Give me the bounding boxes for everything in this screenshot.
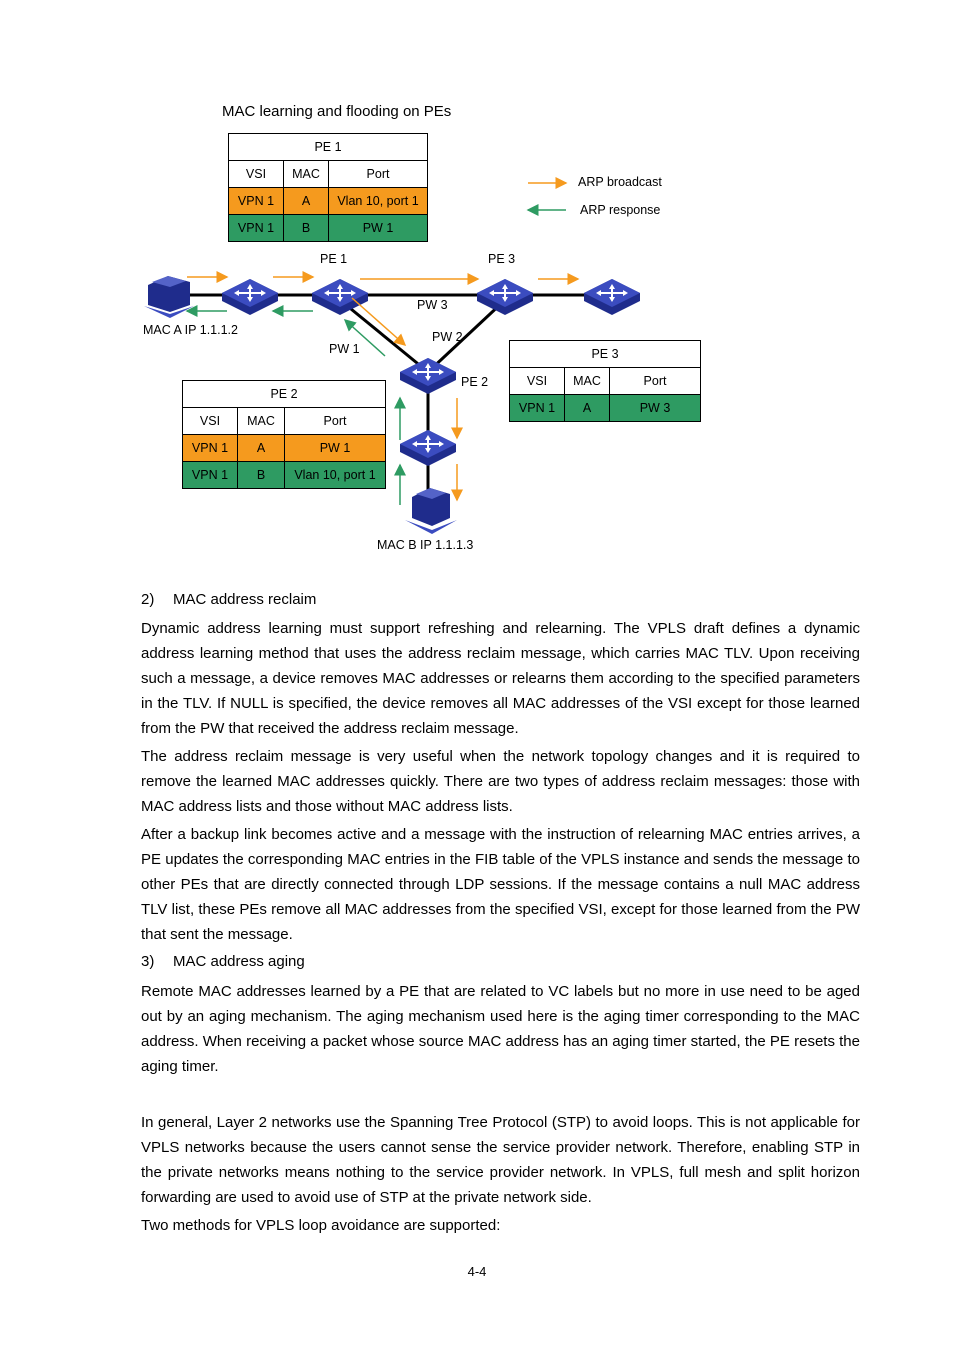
reclaim-paragraphs — [141, 616, 860, 947]
table-cell: PW 1 — [329, 215, 428, 242]
table-cell: A — [284, 188, 329, 215]
table-header: Port — [285, 408, 386, 435]
section-title: MAC address aging — [173, 953, 305, 970]
legend-response-label: ARP response — [580, 203, 661, 217]
table-title: PE 1 — [229, 134, 428, 161]
table-cell: A — [238, 435, 285, 462]
table-title: PE 3 — [510, 341, 701, 368]
paragraph: Remote MAC addresses learned by a PE that are related to VC labels but no more in use need to be aged out by an aging mechanism. The aging mechanism used here is the aging timer corresponding to the MAC address. When receiving a packet whose source MAC address has an aging timer started, the PE resets the aging timer. — [141, 983, 860, 1075]
pe3-label: PE 3 — [488, 252, 516, 266]
paragraph: After a backup link becomes active and a message with the instruction of relearning MAC entries arrives, a PE updates the corresponding MAC entries in the FIB table of the VPLS instance and sends the message to other PEs that are directly connected through LDP sessions. If the message contains a null MAC address TLV list, these PEs remove all MAC addresses from the specified VSI, except for those learned from the PW that sent the message. — [141, 826, 860, 943]
table-header: VSI — [510, 368, 565, 395]
table-header: VSI — [229, 161, 284, 188]
pw1-label: PW 1 — [329, 342, 360, 356]
table-cell: A — [565, 395, 610, 422]
paragraph: The address reclaim message is very useful when the network topology changes and it is required to remove the learned MAC addresses quickly. There are two types of address reclaim messages: those with MAC address lists and those without MAC address lists. — [141, 748, 860, 815]
table-cell: B — [284, 215, 329, 242]
table-row — [229, 215, 428, 242]
table-row — [229, 188, 428, 215]
network-diagram — [0, 0, 954, 560]
host-b-icon — [405, 488, 457, 534]
host-a-icon — [144, 276, 194, 318]
ce-switch-c-icon — [584, 279, 640, 315]
section-number: 2) — [141, 591, 155, 608]
pe2-mac-table — [182, 380, 386, 489]
table-row — [183, 462, 386, 489]
section-heading-mac-aging — [141, 953, 305, 970]
table-cell: VPN 1 — [183, 462, 238, 489]
table-header: Port — [329, 161, 428, 188]
pe1-label: PE 1 — [320, 252, 348, 266]
loop-avoidance-paragraphs — [141, 1110, 860, 1238]
pe3-mac-table — [509, 340, 701, 422]
table-cell: PW 1 — [285, 435, 386, 462]
section-number: 3) — [141, 953, 155, 970]
mac-b-label: MAC B IP 1.1.1.3 — [377, 538, 474, 552]
section-title: MAC address reclaim — [173, 591, 317, 608]
table-title: PE 2 — [183, 381, 386, 408]
mac-a-label: MAC A IP 1.1.1.2 — [143, 323, 238, 337]
pe1-switch-icon — [312, 279, 368, 315]
section-heading-mac-reclaim — [141, 591, 316, 608]
table-cell: VPN 1 — [229, 215, 284, 242]
pw2-label: PW 2 — [432, 330, 463, 344]
pw3-label: PW 3 — [417, 298, 448, 312]
table-cell: VPN 1 — [510, 395, 565, 422]
figure-caption: MAC learning and flooding on PEs — [222, 103, 452, 120]
pe2-label: PE 2 — [461, 375, 489, 389]
paragraph: In general, Layer 2 networks use the Spanning Tree Protocol (STP) to avoid loops. This is not applicable for VPLS networks because the users cannot sense the service provider network. Therefore, enabling STP in the private networks means nothing to the service provider network. In VPLS, full mesh and split horizon forwarding are used to avoid use of STP at the private network side. — [141, 1114, 860, 1206]
paragraph: Dynamic address learning must support refreshing and relearning. The VPLS draft defines a dynamic address learning method that uses the address reclaim message, which carries MAC TLV. Upon receiving such a message, a device removes MAC addresses or relearns them according to the specified parameters in the TLV. If NULL is specified, the device removes all MAC addresses of the VSI except for those learned from the PW that received the address reclaim message. — [141, 620, 860, 737]
table-header: MAC — [284, 161, 329, 188]
table-cell: Vlan 10, port 1 — [329, 188, 428, 215]
table-header: Port — [610, 368, 701, 395]
pe2-switch-icon — [400, 358, 456, 394]
table-cell: Vlan 10, port 1 — [285, 462, 386, 489]
table-row — [510, 395, 701, 422]
table-row — [183, 435, 386, 462]
pe1-mac-table — [228, 133, 428, 242]
table-header: VSI — [183, 408, 238, 435]
ce-switch-a-icon — [222, 279, 278, 315]
table-header: MAC — [238, 408, 285, 435]
aging-paragraphs — [141, 979, 860, 1079]
legend-broadcast-label: ARP broadcast — [578, 175, 662, 189]
pe3-switch-icon — [477, 279, 533, 315]
table-cell: PW 3 — [610, 395, 701, 422]
table-header: MAC — [565, 368, 610, 395]
paragraph: Two methods for VPLS loop avoidance are supported: — [141, 1217, 501, 1234]
ce-switch-b-icon — [400, 430, 456, 466]
table-cell: VPN 1 — [183, 435, 238, 462]
table-cell: VPN 1 — [229, 188, 284, 215]
table-cell: B — [238, 462, 285, 489]
page-number: 4-4 — [467, 1264, 487, 1279]
